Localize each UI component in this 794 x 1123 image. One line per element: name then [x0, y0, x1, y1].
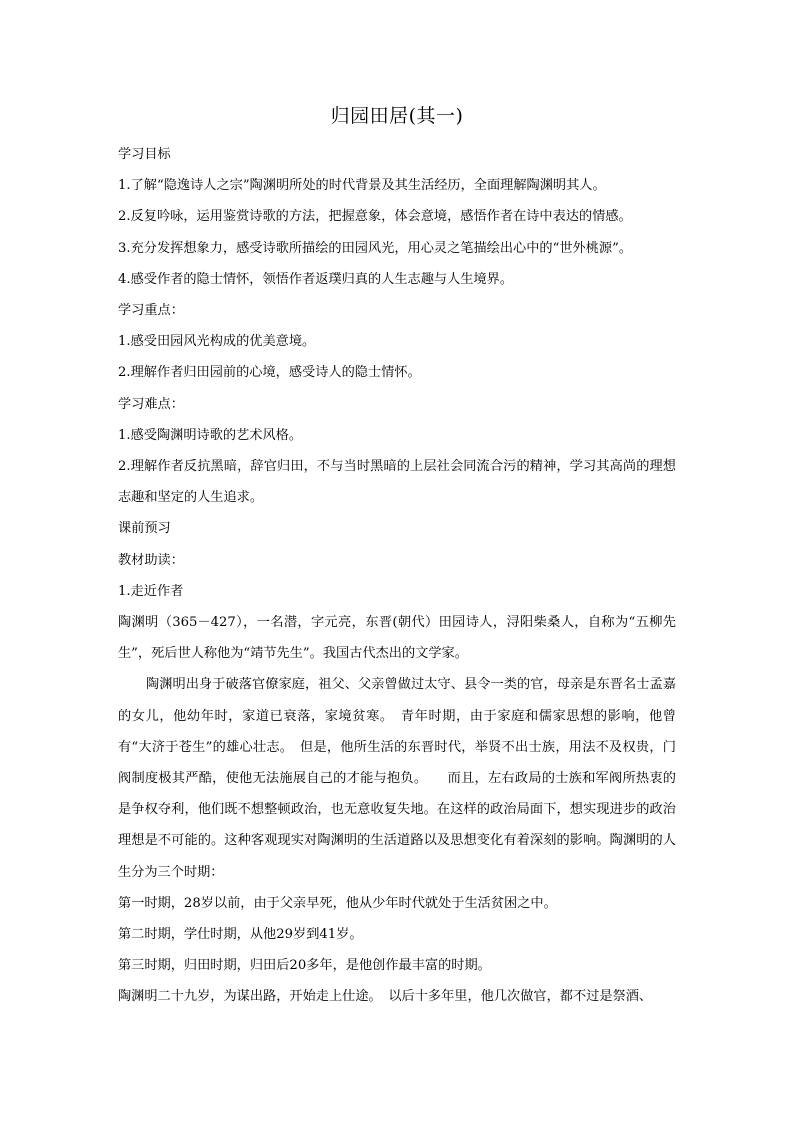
section-heading-difficulties: 学习难点：	[118, 396, 184, 412]
section-heading-learning-goals: 学习目标	[118, 147, 171, 162]
section-heading-key-points: 学习重点：	[118, 303, 184, 319]
learning-goal-item: 3.充分发挥想象力，感受诗歌所描绘的田园风光，用心灵之笔描绘出心中的“世外桃源”。	[118, 240, 632, 256]
background-paragraph: 陶渊明出身于破落官僚家庭，祖父、父亲曾做过太守、县令一类的官，母亲是东晋名士孟嘉的女儿，他幼年时，家道已衰落，家境贫寒。 青年时期，由于家庭和儒家思想的影响，他曾有“大济于苍生”的雄心壮志。 但是，他所生活的东晋时代，举贤不出士族，用法不及权贵，门阀制度极其严酷，使他无法施展自己的才能与抱负。 而且，左右政局的士族和军阀所热衷的是争权夺利，他们既不想整顿政治，也无意收复失地。在这样的政治局面下，想实现进步的政治理想是不可能的。这种客观现实对陶渊明的生活道路以及思想变化有着深刻的影响。陶渊明的人生分为三个时期：	[118, 677, 676, 880]
section-heading-author: 1.走近作者	[118, 583, 184, 599]
author-intro-paragraph: 陶渊明（365－427），一名潜，字元亮，东晋(朝代）田园诗人，浔阳柴桑人，自称为“五柳先生”，死后世人称他为“靖节先生”。我国古代杰出的文学家。	[118, 615, 676, 662]
section-heading-materials: 教材助读：	[118, 552, 184, 568]
learning-goal-item: 4.感受作者的隐士情怀，领悟作者返璞归真的人生志趣与人生境界。	[118, 271, 514, 287]
section-heading-preview: 课前预习	[118, 521, 171, 537]
life-period-item: 第三时期，归田时期，归田后20多年，是他创作最丰富的时期。	[118, 958, 491, 974]
learning-goal-item: 2.反复吟咏，运用鉴赏诗歌的方法，把握意象，体会意境，感悟作者在诗中表达的情感。	[118, 209, 632, 225]
life-period-item: 第一时期，28岁以前，由于父亲早死，他从少年时代就处于生活贫困之中。	[118, 895, 557, 911]
document-body	[118, 98, 676, 1013]
career-paragraph: 陶渊明二十九岁，为谋出路，开始走上仕途。 以后十多年里，他几次做官，都不过是祭酒、	[118, 989, 653, 1005]
difficulty-item: 1.感受陶渊明诗歌的艺术风格。	[118, 427, 303, 443]
key-point-item: 2.理解作者归田园前的心境，感受诗人的隐士情怀。	[118, 365, 421, 381]
life-period-item: 第二时期，学仕时期，从他29岁到41岁。	[118, 927, 363, 943]
document-title: 归园田居(其一)	[330, 105, 464, 127]
learning-goal-item: 1.了解“隐逸诗人之宗”陶渊明所处的时代背景及其生活经历，全面理解陶渊明其人。	[118, 178, 606, 194]
key-point-item: 1.感受田园风光构成的优美意境。	[118, 334, 316, 350]
difficulty-item: 2.理解作者反抗黑暗，辞官归田，不与当时黑暗的上层社会同流合污的精神，学习其高尚的理想志趣和坚定的人生追求。	[118, 459, 676, 506]
